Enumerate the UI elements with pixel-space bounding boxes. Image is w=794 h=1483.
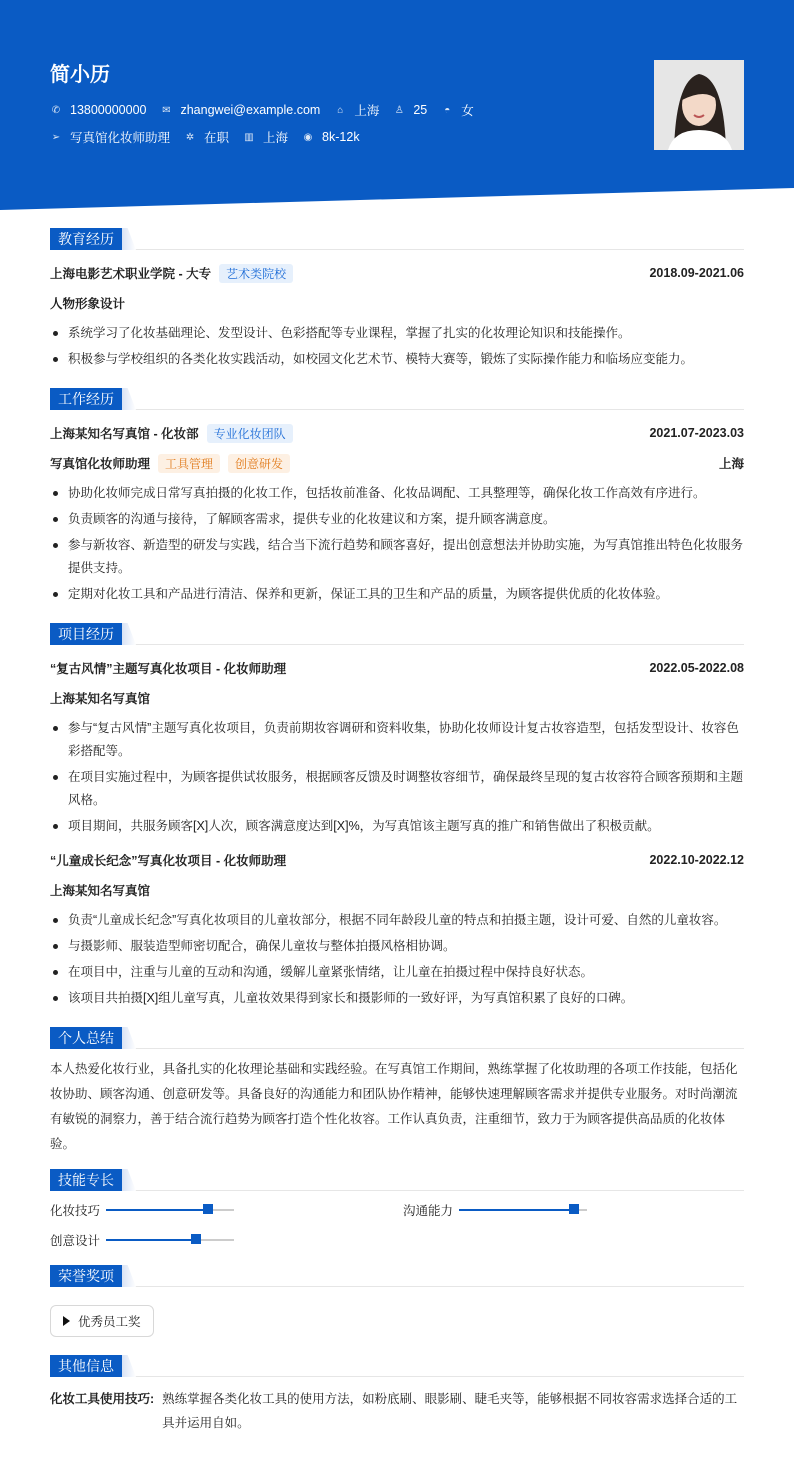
work-city: 上海: [263, 131, 289, 145]
job: 写真馆化妆师助理: [70, 131, 171, 145]
skill-slider[interactable]: [106, 1209, 234, 1211]
other-text: 熟练掌握各类化妆工具的使用方法，如粉底刷、眼影刷、睫毛夹等，能够根据不同妆容需求选择合适的工具并运用自如。: [162, 1392, 738, 1430]
salary: 8k-12k: [322, 130, 360, 144]
summary-text: 本人热爱化妆行业，具备扎实的化妆理论基础和实践经验。在写真馆工作期间，熟练掌握了化妆助理的各项工作技能，包括化妆协助、顾客沟通、创意研发等。具备良好的沟通能力和团队协作精神，能够快速理解顾客需求并提供专业服务。对时尚潮流有敏锐的洞察力，善于结合流行趋势为顾客打造个性化妆容。工作认真负责，注重细节，致力于为顾客提供高品质的化妆体验。: [50, 1062, 738, 1151]
contact-row: [50, 101, 488, 119]
work-location: 上海: [718, 457, 744, 471]
project-org: 上海某知名写真馆: [50, 884, 151, 898]
email: zhangwei@example.com: [180, 103, 321, 117]
cake-icon: ♙: [394, 104, 404, 116]
section-header-summary: 个人总结: [50, 1027, 744, 1049]
major: 人物形象设计: [50, 297, 126, 311]
skill-slider[interactable]: [106, 1239, 234, 1241]
skill-item: 沟通能力: [403, 1201, 744, 1219]
education-date: 2018.09-2021.06: [649, 266, 744, 280]
skill-item: 化妆技巧: [50, 1201, 403, 1219]
school: 上海电影艺术职业学院 - 大专: [50, 266, 212, 281]
age: 25: [413, 103, 428, 117]
phone: 13800000000: [70, 103, 147, 117]
skill-slider[interactable]: [459, 1209, 587, 1211]
project-org: 上海某知名写真馆: [50, 692, 151, 706]
skill-fill: [459, 1209, 574, 1211]
role-tag: 创意研发: [228, 454, 290, 473]
list-item: 参与“复古风情”主题写真化妆项目，负责前期妆容调研和资料收集，协助化妆师设计复古妆容造型，包括发型设计、妆容色彩搭配等。: [50, 717, 744, 763]
role-tag: 工具管理: [158, 454, 220, 473]
skill-item: 创意设计: [50, 1231, 403, 1249]
section-header-projects: 项目经历: [50, 623, 744, 645]
list-item: 系统学习了化妆基础理论、发型设计、色彩搭配等专业课程，掌握了扎实的化妆理论知识和技能操作。: [50, 322, 744, 345]
gender-icon: ◓: [444, 104, 451, 116]
project-name: “复古风情”主题写真化妆项目 - 化妆师助理: [50, 662, 287, 676]
salary-icon: ◉: [303, 131, 313, 143]
triangle-right-icon: [63, 1316, 70, 1326]
list-item: 协助化妆师完成日常写真拍摄的化妆工作，包括妆前准备、化妆品调配、工具整理等，确保化妆工作高效有序进行。: [50, 482, 744, 505]
skill-thumb[interactable]: [203, 1204, 213, 1214]
skill-thumb[interactable]: [191, 1234, 201, 1244]
job-row: [50, 128, 374, 146]
section-header-skills: 技能专长: [50, 1169, 744, 1191]
list-item: 定期对化妆工具和产品进行清洁、保养和更新，保证工具的卫生和产品的质量，为顾客提供优质的化妆体验。: [50, 583, 744, 606]
role: 写真馆化妆师助理: [50, 456, 151, 471]
list-item: 负责“儿童成长纪念”写真化妆项目的儿童妆部分，根据不同年龄段儿童的特点和拍摄主题，设计可爱、自然的儿童妆容。: [50, 909, 744, 932]
list-item: 项目期间，共服务顾客[X]人次，顾客满意度达到[X]%，为写真馆该主题写真的推广和销售做出了积极贡献。: [50, 815, 744, 838]
status: 在职: [204, 131, 230, 145]
list-item: 与摄影师、服装造型师密切配合，确保儿童妆与整体拍摄风格相协调。: [50, 935, 744, 958]
list-item: 积极参与学校组织的各类化妆实践活动，如校园文化艺术节、模特大赛等，锻炼了实际操作能力和临场应变能力。: [50, 348, 744, 371]
section-header-awards: 荣誉奖项: [50, 1265, 744, 1287]
company: 上海某知名写真馆 - 化妆部: [50, 426, 199, 441]
project-date: 2022.05-2022.08: [649, 661, 744, 675]
gear-icon: ✲: [185, 131, 195, 143]
list-item: 在项目中，注重与儿童的互动和沟通，缓解儿童紧张情绪，让儿童在拍摄过程中保持良好状态。: [50, 961, 744, 984]
section-header-education: 教育经历: [50, 228, 744, 250]
award-toggle[interactable]: 优秀员工奖: [50, 1305, 154, 1337]
avatar-photo: [654, 60, 744, 150]
skills-list: [50, 1201, 744, 1249]
skill-thumb[interactable]: [569, 1204, 579, 1214]
section-header-other: 其他信息: [50, 1355, 744, 1377]
section-header-work: 工作经历: [50, 388, 744, 410]
gender: 女: [461, 104, 474, 118]
home-icon: ⌂: [337, 104, 344, 116]
resume-content: [50, 228, 744, 1435]
building-icon: ▥: [244, 131, 254, 143]
resume-name: 简小历: [50, 64, 110, 86]
send-icon: ➢: [51, 131, 61, 143]
list-item: 在项目实施过程中，为顾客提供试妆服务，根据顾客反馈及时调整妆容细节，确保最终呈现的复古妆容符合顾客预期和主题风格。: [50, 766, 744, 812]
list-item: 负责顾客的沟通与接待，了解顾客需求，提供专业的化妆建议和方案，提升顾客满意度。: [50, 508, 744, 531]
phone-icon: ✆: [51, 104, 61, 116]
list-item: 该项目共拍摄[X]组儿童写真，儿童妆效果得到家长和摄影师的一致好评，为写真馆积累了良好的口碑。: [50, 987, 744, 1010]
company-tag: 专业化妆团队: [207, 424, 293, 443]
project-name: “儿童成长纪念”写真化妆项目 - 化妆师助理: [50, 854, 287, 868]
skill-fill: [106, 1239, 196, 1241]
list-item: 参与新妆容、新造型的研发与实践，结合当下流行趋势和顾客喜好，提出创意想法并协助实施，为写真馆推出特色化妆服务提供支持。: [50, 534, 744, 580]
other-label: 化妆工具使用技巧:: [50, 1392, 155, 1406]
school-tag: 艺术类院校: [219, 264, 293, 283]
work-date: 2021.07-2023.03: [649, 426, 744, 440]
skill-fill: [106, 1209, 208, 1211]
project-date: 2022.10-2022.12: [649, 853, 744, 867]
mail-icon: ✉: [162, 104, 171, 116]
city: 上海: [354, 104, 380, 118]
